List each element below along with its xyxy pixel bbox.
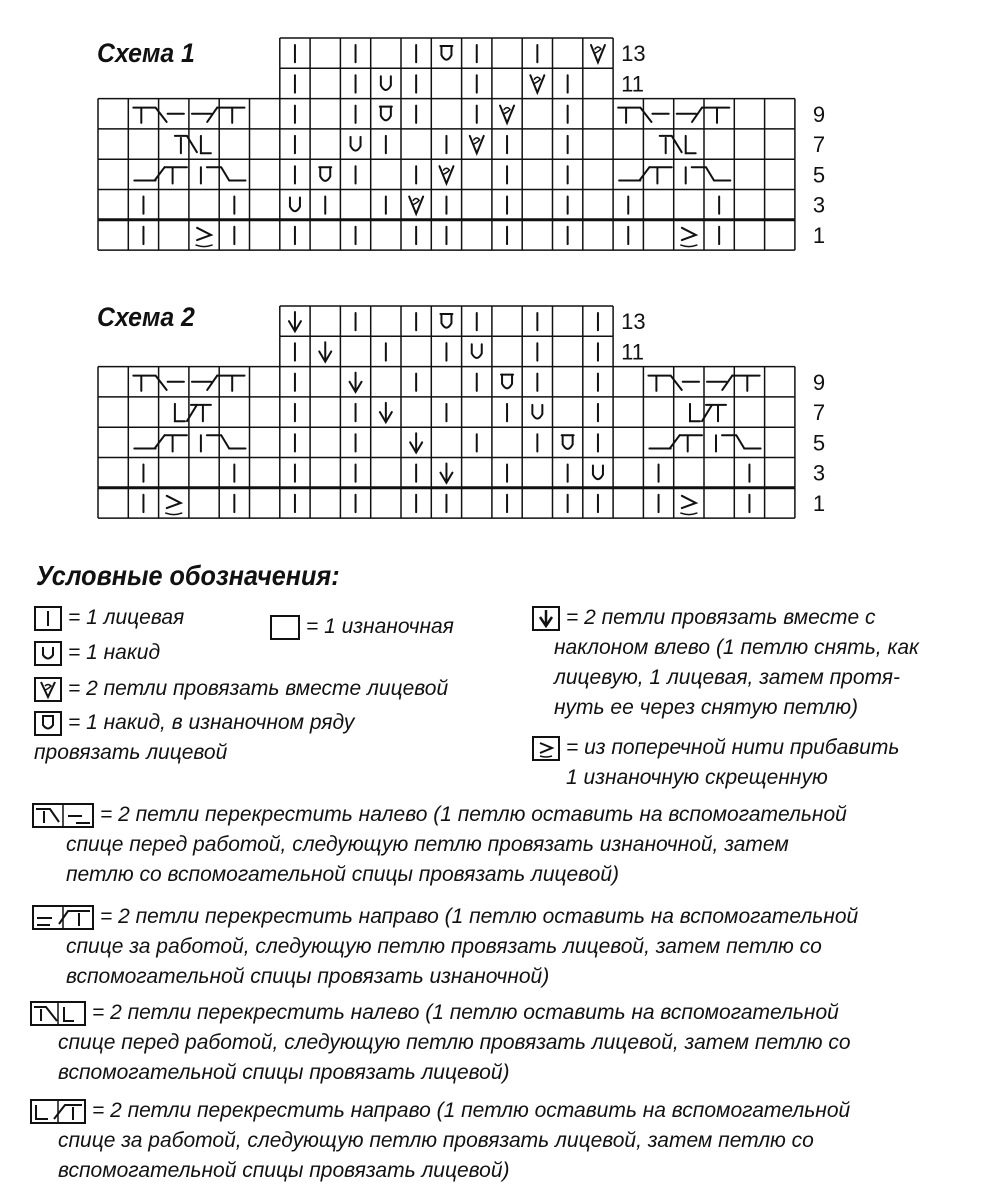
legend-title: Условные обозначения: [36,560,340,591]
legend-cross-left-purl-line-3: петлю со вспомогательной спицы провязать лицевой) [66,863,620,886]
legend-cross-right-purl [32,902,858,992]
stitch-cl-a [648,376,681,391]
stitch-ssk [380,403,392,422]
legend-purl [270,612,454,642]
stitch-you [501,375,513,389]
stitch-cl-a [133,108,166,123]
legend-cross-left-purl-line-1: = 2 петли перекрестить налево (1 петлю оставить на вспомогательной [100,803,847,826]
legend-yo-purl-line-2: провязать лицевой [34,741,228,764]
stitch-you [440,314,452,328]
legend-purl-text: = 1 изнаночная [306,615,454,638]
row-number: 5 [812,162,826,188]
stitch-cl-i [716,435,744,451]
make-one-purl-symbol-icon [532,736,560,761]
stitch-cl-c [192,376,217,390]
stitch-yo [351,137,361,151]
row-number: 5 [812,430,826,456]
row-number: 3 [812,192,826,218]
stitch-cl-g [619,167,649,180]
stitch-yo [593,466,603,480]
row-number: 7 [812,400,826,426]
stitch-cl-l [191,405,211,421]
stitch-you [319,167,331,181]
legend-ssk-line-1: = 2 петли провязать вместе с [566,606,876,629]
stitch-cl-k [690,404,712,421]
stitch-cl-l [706,405,726,421]
stitch-cl-h [680,435,702,451]
legend-cross-right-knit-line-2: спице за работой, следующую петлю провязать лицевой, затем петлю со [58,1129,814,1152]
legend-ssk-line-3: лицевую, 1 лицевая, затем протя- [554,666,900,689]
legend-cross-left-knit-line-2: спице перед работой, следующую петлю провязать лицевой, затем петлю со [58,1031,851,1054]
stitch-ssk [289,312,301,331]
legend-m1p-line-1: = из поперечной нити прибавить [566,736,900,759]
stitch-cl-d [217,376,244,391]
stitch-yo [532,405,542,419]
stitch-cl-f [201,136,211,153]
scheme-1-grid [98,38,825,250]
legend-yo [34,638,160,668]
stitch-m1p [196,228,212,247]
stitch-cl-a [133,376,166,391]
cross-left-knit-symbol-icon [30,1001,86,1026]
knit-symbol-icon [34,606,62,631]
legend-ssk [532,603,919,723]
stitch-yo [381,76,391,90]
legend-yo-text: = 1 накид [68,641,161,664]
stitch-cl-c [677,108,702,122]
stitch-cl-d [217,108,244,123]
yarn-over-bar-symbol-icon [34,711,62,736]
stitch-you [380,107,392,121]
row-number: 11 [621,339,644,365]
legend-cross-left-purl [32,800,847,890]
legend-cross-right-purl-line-1: = 2 петли перекрестить направо (1 петлю оставить на вспомогательной [100,905,859,928]
stitch-cl-e [660,136,682,153]
stitch-k2tog [530,75,544,92]
stitch-cl-d [732,376,759,391]
stitch-cl-h [165,167,187,183]
row-number: 3 [812,460,826,486]
stitch-k2tog [439,166,453,183]
legend-yo-purl-line-1: = 1 накид, в изнаночном ряду [68,711,355,734]
row-number: 13 [621,41,646,67]
stitch-yo [290,198,300,212]
stitch-yo [472,344,482,358]
stitch-k2tog [470,136,484,153]
stitch-cl-i [686,167,714,183]
ssk-symbol-icon [532,606,560,631]
stitch-cl-f [686,136,696,153]
legend-cross-right-purl-line-2: спице за работой, следующую петлю провязать лицевой, затем петлю со [66,935,822,958]
stitch-cl-e [175,136,197,153]
stitch-k2tog [500,106,514,123]
legend-cross-right-knit-line-3: вспомогательной спицы провязать лицевой) [58,1159,510,1182]
cross-right-purl-symbol-icon [32,905,94,930]
stitch-cl-d [702,108,729,123]
stitch-cl-c [192,108,217,122]
scheme-2-grid [98,306,825,518]
stitch-m1p [681,228,697,247]
stitch-ssk [410,433,422,452]
purl-symbol-icon [270,615,300,640]
stitch-cl-g [134,167,164,180]
k2tog-symbol-icon [34,677,62,702]
legend-ssk-line-2: наклоном влево (1 петлю снять, как [554,636,919,659]
stitch-you [440,46,452,60]
scheme-2-title: Схема 2 [97,302,195,332]
stitch-m1p [166,496,182,515]
stitch-cl-i [201,435,229,451]
legend-cross-right-purl-line-3: вспомогательной спицы провязать изнаночной) [66,965,550,988]
legend-cross-right-knit [30,1096,850,1186]
row-number: 11 [621,71,644,97]
stitch-ssk [350,373,362,392]
stitch-cl-c [707,376,732,390]
legend-cross-left-knit-line-3: вспомогательной спицы провязать лицевой) [58,1061,510,1084]
stitch-cl-g [134,435,164,448]
stitch-ssk [319,342,331,361]
legend-k2tog [34,674,448,704]
legend-ssk-line-4: нуть ее через снятую петлю) [554,696,858,719]
row-number: 1 [812,490,826,516]
yarn-over-symbol-icon [34,641,62,666]
stitch-cl-k [175,404,197,421]
stitch-cl-h [649,167,671,183]
stitch-cl-i [201,167,229,183]
cross-left-purl-symbol-icon [32,803,94,828]
legend-cross-right-knit-line-1: = 2 петли перекрестить направо (1 петлю оставить на вспомогательной [92,1099,851,1122]
legend-knit-text: = 1 лицевая [68,606,185,629]
row-number: 13 [621,309,646,335]
legend-cross-left-knit [30,998,851,1088]
stitch-m1p [681,496,697,515]
stitch-cl-h [165,435,187,451]
stitch-cl-a [618,108,651,123]
stitch-you [562,435,574,449]
knitting-charts [0,0,997,540]
stitch-cl-g [649,435,679,448]
legend-cross-left-purl-line-2: спице перед работой, следующую петлю провязать изнаночной, затем [66,833,789,856]
stitch-k2tog [591,45,605,62]
legend-m1p-line-2: 1 изнаночную скрещенную [566,766,828,789]
legend-knit [34,603,184,633]
legend-yo-purl [34,708,354,768]
row-number: 9 [812,369,826,395]
legend-cross-left-knit-line-1: = 2 петли перекрестить налево (1 петлю оставить на вспомогательной [92,1001,839,1024]
legend-k2tog-text: = 2 петли провязать вместе лицевой [68,677,449,700]
stitch-k2tog [409,197,423,214]
stitch-ssk [440,464,452,483]
legend-m1p [532,733,899,793]
row-number: 1 [812,222,826,248]
row-number: 9 [812,101,826,127]
scheme-1-title: Схема 1 [97,38,195,68]
row-number: 7 [812,132,826,158]
cross-right-knit-symbol-icon [30,1099,86,1124]
